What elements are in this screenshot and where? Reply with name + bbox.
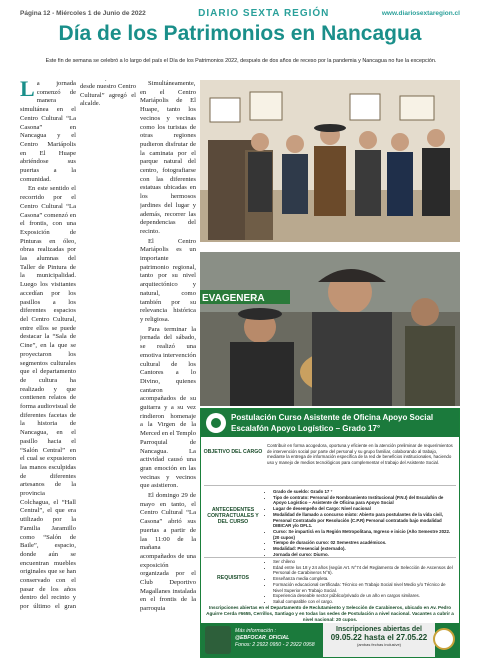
- ad-date-line3: (ambas fechas inclusive): [356, 642, 402, 647]
- ad-requisitos-item: • Formación educacional certificada: Técnico en Trabajo Social nivel Medio y/o Técnico de Nivel Superior en Trabajo Social.: [273, 582, 455, 593]
- ad-antecedentes-item: • Grado de sueldo: Grado 17 °: [273, 489, 455, 495]
- ad-requisitos-row: [201, 559, 459, 603]
- ad-antecedentes-label: ANTECEDENTES CONTRACTUALES Y DEL CURSO: [207, 507, 259, 525]
- article-column-1: [20, 80, 76, 612]
- deck: Este fin de semana se celebró a lo largo del país el Día de los Patrimonios 2022, después de dos años de receso por la pandemia y Nancagua no fue la excepción.: [45, 58, 437, 64]
- ad-date-box: [323, 623, 435, 657]
- ad-date-line2: 09.05.22 hasta el 27.05.22: [330, 633, 428, 642]
- photo-sign-text: EVAGENERA: [202, 293, 265, 304]
- ad-title: Postulación Curso Asistente de Oficina Apoyo Social: [231, 413, 434, 422]
- ad-antecedentes-list: [267, 489, 455, 558]
- article-paragraph: En este sentido el recorrido por el Centro Cultural “La Casona” comenzó en el frontis, con una Exposición de Pinturas en óleo, obras realizadas por las alumnas del Taller de Pintura de la municipalidad. Luego los visitantes accedían por los pasillos a los diferentes espacios del Centro Cultural, entre ellos se puede destacar la “Sala de Cine”, en la que se proyectaron los segmentos culturales que el departamento de cultura ha realizado y que contienen relatos de forma audiovisual de diferentes facetas de la historia de Nancagua, en el pasillo hacia el “Salón Central” en el cual se expusieron las manos esculpidas de diferentes artesanos de la provincia Colchagua, el “Hall Central”, el que era utilizado por la Familia Jaramillo como “Salón de Baile”, espacio, donde aún se encuentran muebles originales que se han conservado con el pasar de los años dentro del recinto y por último el gran: [20, 185, 76, 611]
- article-column-3: [140, 80, 196, 612]
- newspaper-url[interactable]: www.diariosextaregion.cl: [381, 9, 460, 17]
- ad-objetivo-row: [201, 441, 459, 481]
- ad-footer-text: Inscripciones abiertas en el Departamento de Reclutamiento y Selección de Carabineros, ubicado en Av. Pedro Aguirre Cerda #6655, Cerrillos, Santiago y en todas las sedes de Postulación a nivel nacional. Vacantes a cubrir a nivel nacional: 20 cupos.: [206, 605, 454, 622]
- ad-antecedentes-item: • Curso: Se impartirá en la Región Metropolitana, Ingreso e inicio (Año Semestre 2022. (20 cupos): [273, 529, 455, 540]
- ad-divider: [204, 485, 456, 486]
- ad-bottom-bar: [201, 623, 459, 657]
- officer-figure-icon: [205, 626, 231, 654]
- ad-antecedentes-item: • Modalidad: Presencial (externado).: [273, 546, 455, 552]
- photo-singers-illustration: [200, 252, 460, 406]
- ad-divider: [204, 557, 456, 558]
- article-paragraph: Para terminar la jornada del sábado, se realizó una emotiva intervención cultural de los Cantores a lo Divino, quienes cantaron acompañados de su guitarra y a su vez rindieron homenaje a la Virgen de la Merced en el Templo Parroquial de Nancagua. La actividad causó una gran emoción en las vecinas y vecinos que asistieron.: [140, 325, 196, 490]
- ad-antecedentes-item: • Lugar de desempeño del Cargo: Nivel nacional: [273, 506, 455, 512]
- ad-antecedentes-item: • Jornada del curso: Diurno.: [273, 552, 455, 558]
- ad-subtitle: Escalafón Apoyo Logístico – Grado 17°: [231, 424, 381, 433]
- article-paragraph: El Centro Mariápolis es un importante patrimonio regional, tanto por su nivel arquitectónico y natural, como también por su relevancia histórica y religiosa.: [140, 237, 196, 323]
- ad-antecedentes-row: [201, 489, 459, 555]
- ad-antecedentes-item: • Modalidad de llamado a concurso mixto: Abierto para postulantes de la vida civil, Personal Contratado por Resolución (C.P.R) Personal contratado bajo modalidad DIBICAR y/o DFL1.: [273, 512, 455, 529]
- drop-cap: L: [20, 80, 35, 101]
- ad-contact-info: [235, 628, 315, 648]
- photo-singers: [200, 252, 460, 406]
- ad-antecedentes-item: • Tipo de contrato: Personal de Nombramiento Institucional (P.N.I) del Escalafón de Apoyo Logístico – Asistente de Oficina para Apoyo Social: [273, 495, 455, 506]
- ad-antecedentes-item: • Tiempo de duración curso: 02 Semestres académicos.: [273, 540, 455, 546]
- ad-info-handle[interactable]: @EBFOCAR_OFICIAL: [235, 634, 290, 641]
- headline: Día de los Patrimonios en Nancagua: [58, 22, 422, 45]
- ad-requisitos-item: • Salud compatible con el cargo.: [273, 599, 455, 605]
- photo-gallery-illustration: [200, 80, 460, 242]
- carabineros-logo-icon: [206, 413, 226, 433]
- ad-requisitos-list: [267, 559, 455, 605]
- article-column-2: [80, 80, 136, 612]
- masthead: [20, 6, 460, 20]
- article-paragraph: desde nuestro Centro Cultural” agregó el alcalde.: [80, 82, 136, 108]
- ad-requisitos-item: • Edad entre los 18 y 24 años (según Art. N°74 del Reglamento de Selección de Ascensos del Personal de Carabineros N°6).: [273, 565, 455, 576]
- ad-objetivo-label: OBJETIVO DEL CARGO: [203, 449, 263, 455]
- ad-date-line1: Inscripciones abiertas del: [336, 626, 422, 633]
- ad-objetivo-text: Contribuir en forma acogedora, oportuna y eficiente en la atención preliminar de requerimientos de intervención social por parte del personal y su grupo familiar, colaborando al trabajo, mediante la entrega de información específica de la red de beneficios institucionales, haciendo uso y manejo de medios tecnológicos para complementar el trabajo del Asistente Social.: [267, 443, 453, 466]
- ad-requisitos-item: • Experiencia deseable sector público/privado de un año en cargos similares.: [273, 593, 455, 599]
- ad-info-label: Más información :: [235, 628, 276, 634]
- ad-info-phones: Fonos: 2 2922 0950 - 2 2922 0958: [235, 641, 315, 648]
- seal-icon: [433, 628, 455, 650]
- ad-requisitos-label: REQUISITOS: [217, 575, 249, 581]
- ad-requisitos-item: • Ser chileno: [273, 559, 455, 565]
- page-info: Página 12 - Miércoles 1 de Junio de 2022: [20, 9, 146, 17]
- article-paragraph: La jornada comenzó de manera simultánea en el Centro Cultural “La Casona” en Nancagua y el Centro Mariápolis en El Huape abriéndose sus puertas a la comunidad.: [20, 80, 76, 183]
- ad-requisitos-item: • Enseñanza media completa.: [273, 576, 455, 582]
- article-paragraph: El domingo 29 de mayo en tanto, el Centro Cultural “La Casona” abrió sus puertas a partir de las 11:00 de la mañana acompañados de una exposición organizada por el Club Deportivo Magallanes instalada en el frontis de la parroquia: [140, 492, 196, 612]
- article-paragraph: Simultáneamente, en el Centro Mariápolis de El Huape, tanto los vecinos y vecinas como los turistas de otras regiones pudieron disfrutar de la caminata por el parque natural del centro, fotografiarse con las diferentes estatuas ubicadas en los hermosos jardines del lugar y además, recorrer las dependencias del recinto.: [140, 80, 196, 235]
- newspaper-brand: DIARIO SEXTA REGIÓN: [198, 7, 330, 19]
- photo-gallery-group: [200, 80, 460, 242]
- ad-header: [201, 409, 459, 437]
- job-advertisement: [200, 408, 460, 658]
